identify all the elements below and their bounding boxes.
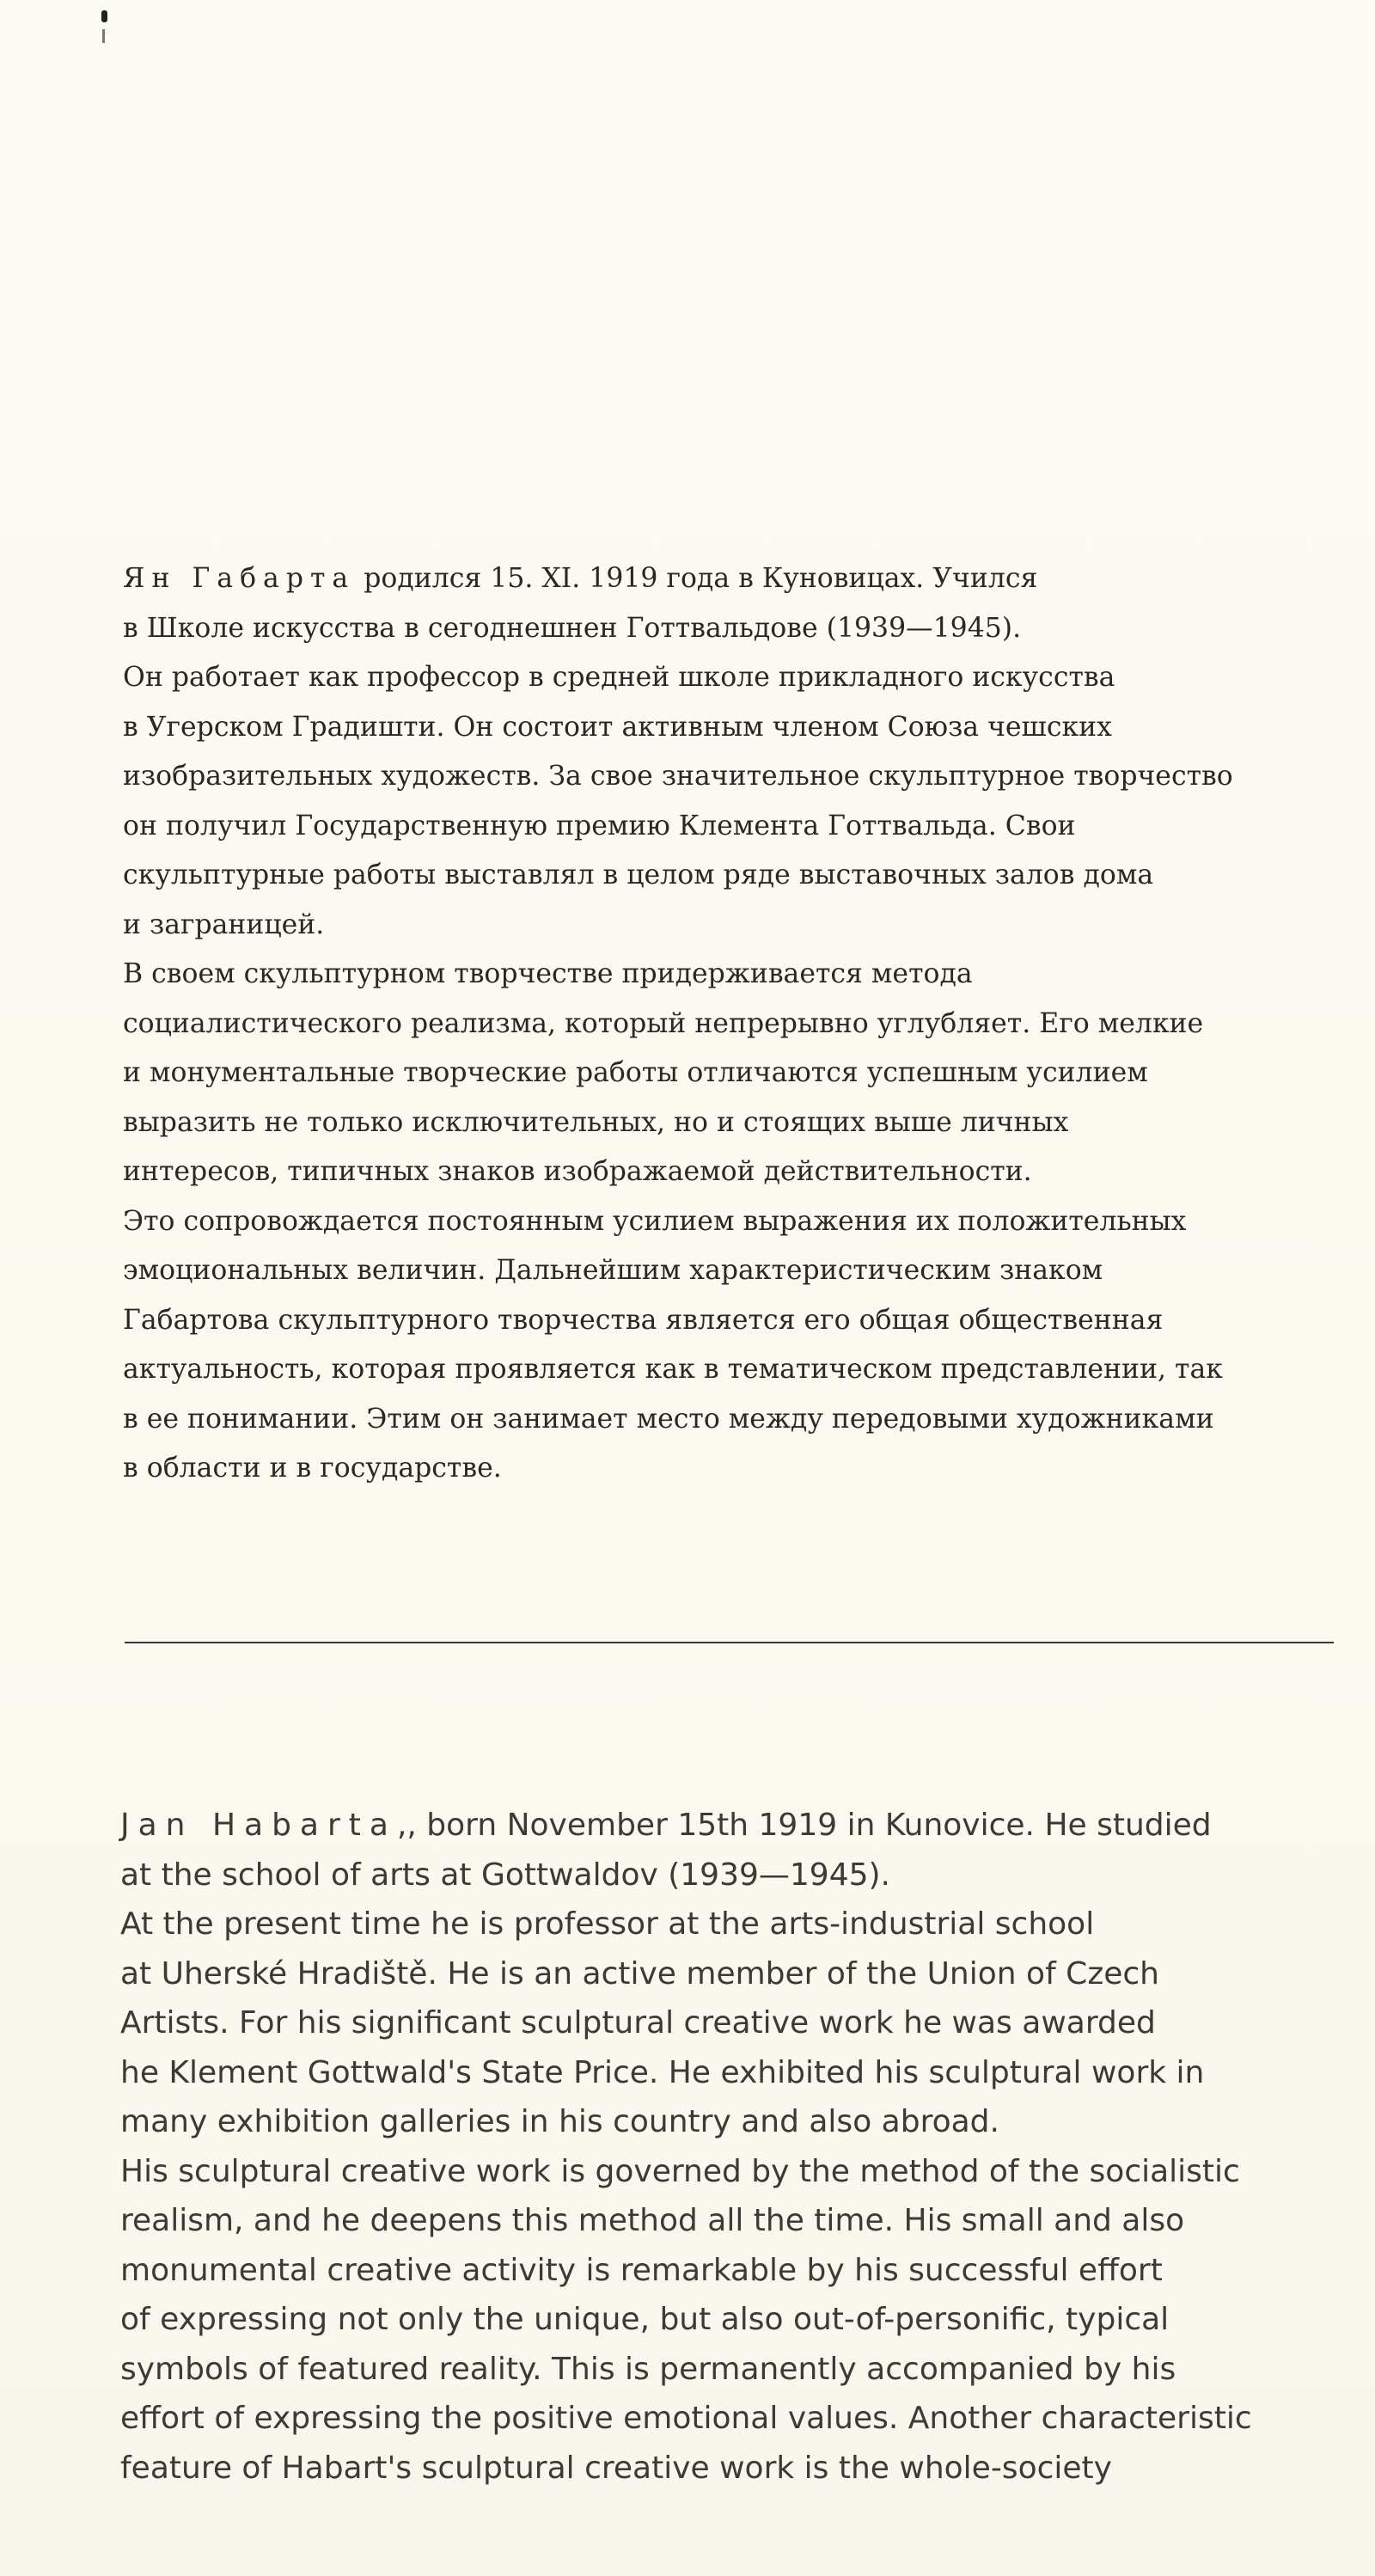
russian-line: в области и в государстве. [123,1453,502,1484]
russian-line: Это сопровождается постоянным усилием выражения их положительных [123,1205,1187,1237]
russian-line: эмоциональных величин. Дальнейшим характеристическим знаком [123,1255,1103,1286]
english-artist-name: Jan Habarta [120,1808,397,1843]
english-line: of expressing not only the unique, but also out-of-personific, typical [120,2302,1170,2337]
ink-speck-mark [102,29,105,43]
english-line: effort of expressing the positive emotional values. Another characteristic [120,2401,1252,2436]
russian-line: актуальность, которая проявляется как в тематическом представлении, так [123,1354,1223,1385]
english-line: At the present time he is professor at the arts-industrial school [120,1906,1095,1942]
russian-line: социалистического реализма, который непрерывно углубляет. Его мелкие [123,1007,1204,1039]
russian-line: Ян Габарта родился 15. XI. 1919 года в Куновицах. Учился [123,563,1038,594]
english-line: symbols of featured reality. This is permanently accompanied by his [120,2351,1176,2387]
russian-line: в ее понимании. Этим он занимает место между передовыми художниками [123,1403,1214,1435]
ink-speck [101,10,107,22]
russian-line: в Школе искусства в сегоднешнен Готтвальдове (1939—1945). [123,612,1022,644]
russian-line: интересов, типичных знаков изображаемой действительности. [123,1156,1032,1187]
english-line: many exhibition galleries in his country and also abroad. [120,2104,999,2139]
english-line: he Klement Gottwald's State Price. He exhibited his sculptural work in [120,2054,1205,2090]
english-line: monumental creative activity is remarkable by his successful effort [120,2252,1163,2288]
english-line: feature of Habart's sculptural creative work is the whole-society [120,2450,1112,2486]
section-divider [125,1642,1334,1643]
russian-line: и монументальные творческие работы отличаются успешным усилием [123,1057,1148,1088]
russian-biography [123,554,1352,1494]
russian-line: В своем скульптурном творчестве придерживается метода [123,958,973,989]
english-line: Jan Habarta,, born November 15th 1919 in Kunovice. He studied [120,1808,1212,1843]
russian-line: изобразительных художеств. За свое значительное скульптурное творчество [123,761,1233,792]
russian-line: Он работает как профессор в средней школе прикладного искусства [123,662,1115,693]
english-line: at Uherské Hradiště. He is an active member of the Union of Czech [120,1955,1159,1992]
russian-line: в Угерском Градишти. Он состоит активным членом Союза чешских [123,711,1112,743]
russian-artist-name: Ян Габарта [123,563,356,594]
russian-line: выразить не только исключительных, но и стоящих выше личных [123,1106,1069,1138]
english-line: at the school of arts at Gottwaldov (1939—1945). [120,1857,890,1893]
english-line: realism, and he deepens this method all the time. His small and also [120,2203,1185,2238]
russian-line: Габартова скульптурного творчества является его общая общественная [123,1304,1164,1336]
english-line: Artists. For his significant sculptural creative work he was awarded [120,2005,1156,2041]
russian-line: и заграницей. [123,909,325,940]
english-biography [120,1801,1358,2493]
english-line: His sculptural creative work is governed by the method of the socialistic [120,2153,1240,2189]
russian-line: он получил Государственную премию Клемента Готтвальда. Свои [123,810,1076,841]
russian-line: скульптурные работы выставлял в целом ряде выставочных залов дома [123,860,1154,890]
